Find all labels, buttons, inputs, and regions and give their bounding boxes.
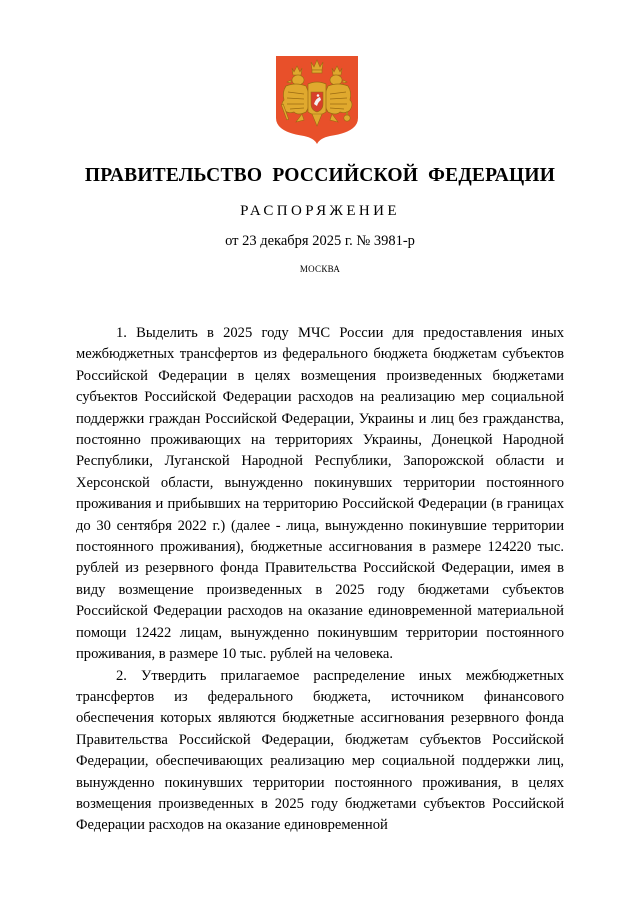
paragraph-1: 1. Выделить в 2025 году МЧС России для предоставления иных межбюджетных трансфертов из федерального бюджета бюджетам субъектов Российской Федерации в целях возмещения произведенных бюджетами субъектов Российской Федерации расходов на реализацию мер социальной поддержки граждан Российской Федерации, Украины и лиц без гражданства, постоянно проживающих на территориях Украины, Донецкой Народной Республики, Луганской Народной Республики, Запорожской области и Херсонской области, вынужденно покинувших территории постоянного проживания и прибывших на территорию Российской Федерации (в границах до 30 сентября 2022 г.) (далее - лица, вынужденно покинувшие территории постоянного проживания), бюджетные ассигнования в размере 124220 тыс. рублей из резервного фонда Правительства Российской Федерации, имея в виду возмещение произведенных в 2025 году бюджетами субъектов Российской Федерации расходов на оказание единовременной материальной помощи 12422 лицам, вынужденно покинувшим территории постоянного проживания, в размере 10 тыс. рублей на человека. (76, 325, 564, 663)
document-date-number: от 23 декабря 2025 г. № 3981-р (225, 233, 415, 249)
document-body (76, 323, 564, 837)
coat-of-arms-icon (276, 56, 358, 144)
document-type: РАСПОРЯЖЕНИЕ (240, 203, 400, 219)
document-city: МОСКВА (299, 264, 341, 274)
paragraph-2: 2. Утвердить прилагаемое распределение иных межбюджетных трансфертов из федерального бюджета, источником финансового обеспечения которых являются бюджетные ассигнования резервного фонда Правительства Российской Федерации, бюджетам субъектов Российской Федерации, обеспечивающих реализацию мер социальной поддержки лиц, вынужденно покинувших территории постоянного проживания, в целях возмещения произведенных в 2025 году бюджетами субъектов Российской Федерации расходов на оказание единовременной (76, 667, 564, 834)
government-title: ПРАВИТЕЛЬСТВО РОССИЙСКОЙ ФЕДЕРАЦИИ (84, 165, 556, 186)
